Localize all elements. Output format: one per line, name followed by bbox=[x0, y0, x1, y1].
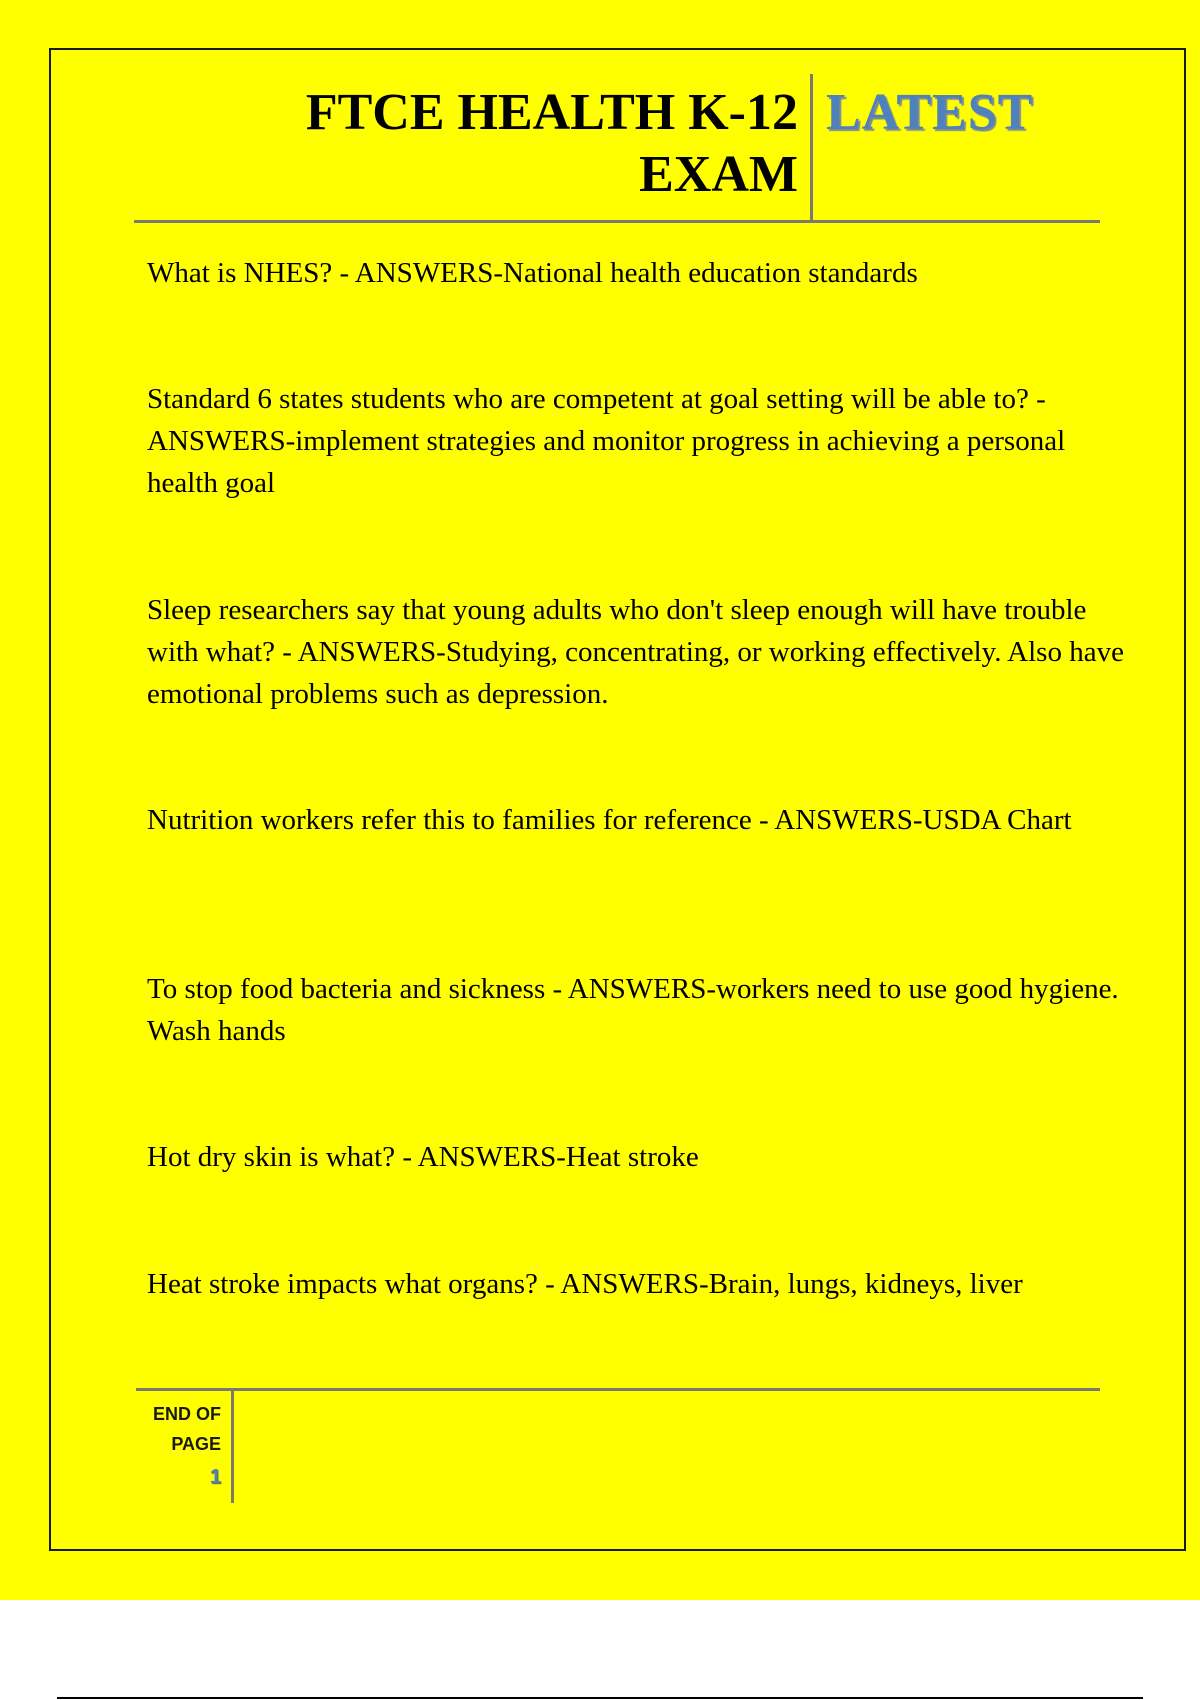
qa-item: Nutrition workers refer this to families for reference - ANSWERS-USDA Chart bbox=[147, 804, 1072, 836]
header-divider bbox=[810, 74, 813, 220]
footer-label bbox=[136, 1391, 234, 1503]
document-title bbox=[134, 74, 808, 220]
footer-label-line-2: PAGE bbox=[171, 1434, 221, 1454]
footer-label-line-1: END OF bbox=[152, 1404, 221, 1424]
page-footer bbox=[136, 1388, 1100, 1506]
title-line-2: EXAM bbox=[639, 146, 798, 203]
qa-item: Standard 6 states students who are competent at goal setting will be able to? - ANSWERS-implement strategies and monitor progress in achieving a personal health goal bbox=[147, 383, 1066, 499]
qa-item: Hot dry skin is what? - ANSWERS-Heat stroke bbox=[147, 1141, 699, 1173]
page-border bbox=[49, 48, 1186, 1551]
page-number: 1 bbox=[209, 1466, 221, 1488]
qa-item: What is NHES? - ANSWERS-National health education standards bbox=[147, 257, 918, 289]
title-tag: LATEST bbox=[826, 84, 1034, 141]
document-header bbox=[134, 74, 1100, 223]
qa-item: Heat stroke impacts what organs? - ANSWERS-Brain, lungs, kidneys, liver bbox=[147, 1268, 1023, 1300]
qa-item: Sleep researchers say that young adults who don't sleep enough will have trouble with what? - ANSWERS-Studying, concentrating, or working effectively. Also have emotional problems such as depression. bbox=[147, 594, 1124, 710]
bottom-rule bbox=[57, 1697, 1143, 1699]
title-line-1: FTCE HEALTH K-12 bbox=[305, 84, 798, 141]
qa-item: To stop food bacteria and sickness - ANSWERS-workers need to use good hygiene. Wash hands bbox=[147, 973, 1119, 1047]
